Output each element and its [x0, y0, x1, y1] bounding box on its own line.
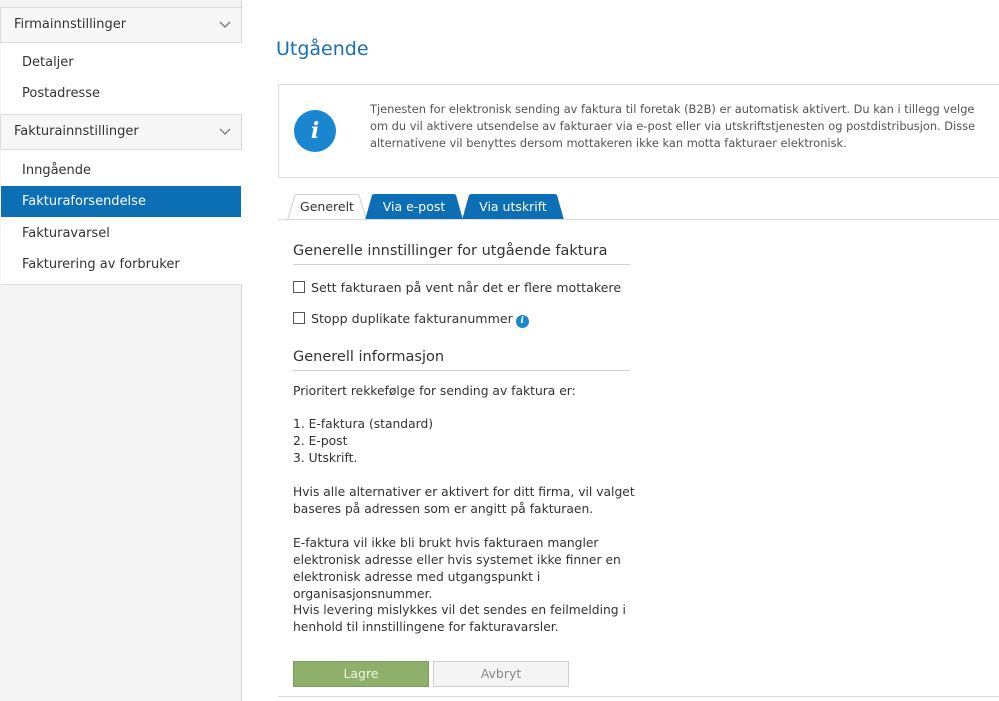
tab-label: Via utskrift — [479, 199, 547, 214]
sidebar — [0, 0, 242, 701]
tab-label: Via e-post — [382, 199, 446, 214]
save-button[interactable]: Lagre — [293, 661, 429, 687]
checkbox-label: Stopp duplikate fakturanummer — [311, 311, 513, 326]
sidebar-item-fakturavarsel[interactable]: Fakturavarsel — [22, 226, 110, 241]
checkbox-row-stop-duplicate — [293, 311, 529, 328]
sidebar-item-fakturering-av-forbruker[interactable]: Fakturering av forbruker — [22, 257, 180, 272]
tab-via-e-post[interactable] — [365, 194, 463, 220]
chevron-down-icon — [219, 21, 231, 29]
chevron-down-icon — [219, 128, 231, 136]
checkbox-label: Sett fakturaen på vent når det er flere mottakere — [311, 280, 622, 295]
priority-item: 3. Utskrift. — [293, 451, 358, 465]
section-title-info: Generell informasjon — [293, 349, 630, 371]
info-icon: i — [294, 110, 336, 152]
info-box — [278, 84, 999, 178]
info-paragraph: E-faktura vil ikke bli brukt hvis fakturaen mangler elektronisk adresse eller hvis systemet ikke finner en elektronisk adresse med utgangspunkt i organisasjonsnummer. — [293, 536, 621, 601]
cancel-button[interactable]: Avbryt — [433, 661, 569, 687]
info-intro: Prioritert rekkefølge for sending av faktura er: — [293, 384, 576, 398]
sidebar-divider — [1, 284, 242, 285]
checkbox-row-pause-multiple — [293, 280, 621, 295]
info-paragraph: Hvis levering mislykkes vil det sendes en feilmelding i henhold til innstillingene for fakturavarsler. — [293, 603, 626, 634]
sidebar-group-label: Firmainnstillinger — [14, 17, 127, 32]
page-title: Utgående — [276, 38, 369, 60]
info-paragraph: Hvis alle alternativer er aktivert for ditt firma, vil valget baseres på adressen som er angitt på fakturaen. — [293, 485, 635, 516]
info-icon[interactable]: i — [516, 315, 529, 328]
sidebar-item-postadresse[interactable]: Postadresse — [22, 86, 101, 101]
priority-item: 1. E-faktura (standard) — [293, 417, 434, 431]
sidebar-item-fakturaforsendelse[interactable]: Fakturaforsendelse — [1, 186, 241, 217]
sidebar-group-fakturainnstillinger[interactable] — [0, 114, 241, 150]
pause-multiple-checkbox[interactable] — [293, 281, 305, 293]
info-text: Tjenesten for elektronisk sending av faktura til foretak (B2B) er automatisk aktivert. Du kan i tillegg velge om du vil aktivere utsendelse av fakturaer via e-post eller via utskriftstjenesten og postdistribusjon. Disse alternativene vil benyttes dersom mottakeren ikke kan motta fakturaer elektronisk. — [370, 102, 976, 150]
tabs-divider — [278, 219, 999, 220]
bottom-divider — [278, 696, 999, 697]
sidebar-item-inngaende[interactable]: Inngående — [22, 163, 92, 178]
tab-label: Generelt — [300, 199, 354, 214]
sidebar-group-label: Fakturainnstillinger — [14, 124, 139, 139]
tab-generelt[interactable] — [287, 194, 367, 220]
priority-item: 2. E-post — [293, 434, 348, 448]
stop-duplicate-checkbox[interactable] — [293, 312, 305, 324]
section-title-settings: Generelle innstillinger for utgående faktura — [293, 243, 630, 265]
tab-via-utskrift[interactable] — [462, 194, 564, 220]
sidebar-item-detaljer[interactable]: Detaljer — [22, 55, 74, 70]
sidebar-group-firmainnstillinger[interactable] — [0, 7, 241, 43]
